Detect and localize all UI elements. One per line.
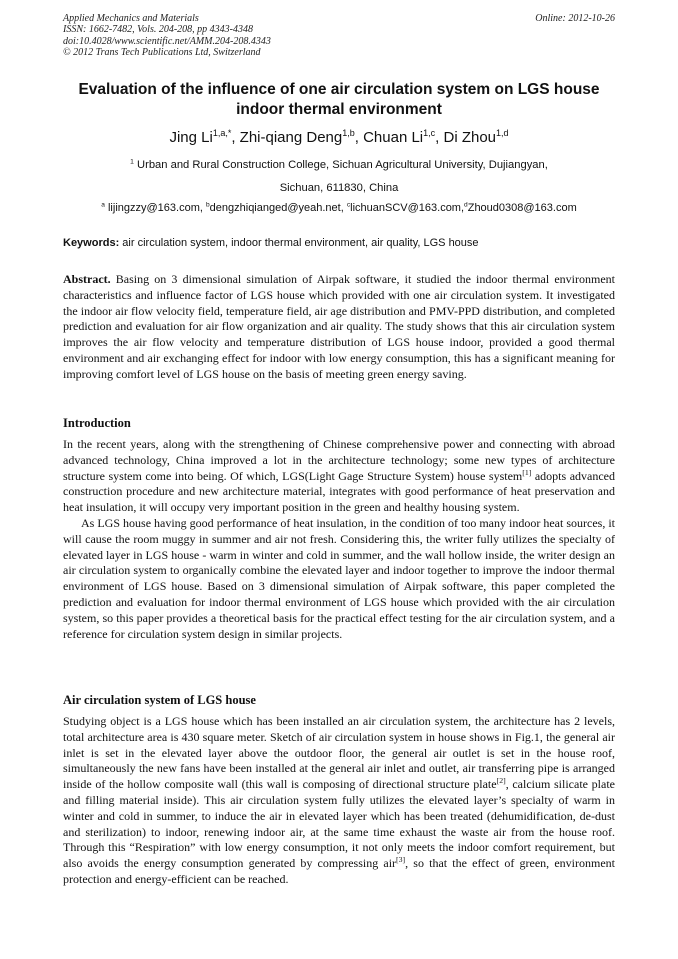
affiliation-line-1: Urban and Rural Construction College, Sichuan Agricultural University, Dujiangyan, — [137, 159, 548, 171]
email-sup: c — [346, 201, 351, 209]
email-sup: a — [101, 201, 105, 209]
keywords-text: air circulation system, indoor thermal environment, air quality, LGS house — [119, 237, 479, 249]
keywords-label: Keywords: — [63, 237, 120, 249]
affiliation-line-2: Sichuan, 611830, China — [279, 182, 399, 194]
citation-ref: [2] — [496, 776, 506, 786]
abstract-label: Abstract. — [63, 272, 111, 286]
email-sup: d — [464, 201, 468, 209]
paragraph — [63, 437, 615, 516]
citation-ref: [1] — [522, 467, 532, 477]
section-heading-introduction: Introduction — [63, 416, 131, 430]
title-line-2: indoor thermal environment — [236, 101, 442, 118]
doi-line: doi:10.4028/www.scientific.net/AMM.204-208.4343 — [63, 35, 271, 47]
author-name: Di Zhou — [443, 129, 497, 146]
email-sup: b — [205, 201, 210, 209]
abstract — [63, 272, 615, 383]
title-line-1: Evaluation of the influence of one air circulation system on LGS house — [78, 81, 600, 98]
copyright-line: © 2012 Trans Tech Publications Ltd, Switzerland — [63, 47, 261, 59]
air-section-body — [63, 714, 615, 888]
section-heading-air-circulation: Air circulation system of LGS house — [63, 693, 256, 707]
citation-ref: [3] — [396, 855, 406, 865]
author-list: Jing $Li^{1,a,*}$, Zhi-qiang Deng$^{1,b}$, Chuan Li$^{1,c}$, Di Zhou$^{1,d}$ — [169, 128, 509, 146]
journal-name: Applied Mechanics and Materials — [63, 13, 199, 24]
paper-title — [63, 80, 615, 120]
paragraph — [63, 714, 615, 888]
online-date: Online: 2012-10-26 — [535, 13, 615, 24]
author-affil-sup: 1,b — [342, 128, 355, 138]
issn-line: ISSN: 1662-7482, Vols. 204-208, pp 4343-4348 — [63, 24, 253, 36]
author-name: Chuan Li — [363, 129, 424, 146]
author-affil-sup: 1,a,* — [212, 128, 232, 138]
paragraph-text: , so that the effect of green, environment protection and energy-efficient can be reached. — [63, 856, 615, 886]
author-name: Zhi-qiang Deng — [239, 129, 343, 146]
paragraph: As LGS house having good performance of heat insulation, in the condition of too many indoor heat sources, it will cause the room muggy in summer and air not fresh. Considering this, the writer fully utilizes the specialty of elevated layer in LGS house - warm in winter and cold in summer, and the wall hollow inside, the writer design an air circulation system to organically combine the elevated layer and indoor together to improve the indoor thermal environment of LGS house. Based on 3 dimensional simulation of Airpak software, this paper completed the prediction and evaluation for indoor thermal environment of LGS house which provided with the air circulation system, so this paper provides a theoretical basis for the practical effect testing for the air circulation system, and a reference for circulation system design in similar projects. — [63, 515, 615, 641]
introduction-body — [63, 437, 615, 642]
paragraph-text: In the recent years, along with the strengthening of Chinese comprehensive power and connecting with abroad advanced technology, China improved a lot in the architecture technology; some new types of architecture structure system come into being. Of which, LGS(Light Gage Structure System) house system — [63, 437, 615, 483]
email-address: Zhoud0308@163.com — [467, 202, 577, 214]
email-address: dengzhiqianged@yeah.net — [209, 202, 341, 214]
paragraph-text: adopts advanced construction procedure and new architecture material, integrates with good performance of heat preservation and heat insulation, it will occupy very important position in the green and healthy housing system. — [63, 468, 615, 515]
author-name: Jing Li — [169, 129, 213, 146]
author-affil-sup: 1,c — [423, 128, 436, 138]
email-address: lijingzzy@163.com — [107, 202, 200, 214]
author-affil-sup: 1,d — [496, 128, 509, 138]
affiliation — [63, 154, 615, 200]
email-list: $^a$ lijingzzy@163.com, $^b$dengzhiqianged@yeah.net, $^c$lichuanSCV@163.com,$^d$Zhoud0308@163.com — [101, 201, 577, 214]
abstract-text: Basing on 3 dimensional simulation of Airpak software, it studied the indoor thermal environment characteristics and influence factor of LGS house which provided with one air circulation system. It investigated the indoor air flow velocity field, temperature field, air age distribution and PMV-PPD distribution, and completed prediction and evaluation for air flow organization and air quality. The study shows that this air circulation system improves the air flow velocity and temperature distribution of LGS house indoor, provided a good thermal environment and air exchanging effect for indoor with low energy consumption, this has a significant meaning for improving comfort level of LGS house on the basis of meeting green energy saving. — [63, 272, 615, 381]
paragraph-text: Studying object is a LGS house which has been installed an air circulation system, the architecture has 2 levels, total architecture area is 430 square meter. Sketch of air circulation system in house shows in Fig.1, the general air inlet is set in the elevated layer above the outdoor floor, the general air outlet is set in the house roof, simultaneously the new fans have been installed at the general air inlet and outlet, air transferring pipe is arranged inside of the hollow composite wall (this wall is composing of directional structure plate — [63, 714, 615, 792]
journal-header — [63, 13, 615, 59]
affiliation-sup: 1 — [130, 158, 134, 166]
keywords — [63, 236, 615, 250]
email-address: lichuanSCV@163.com — [350, 202, 461, 214]
paragraph-text: , calcium silicate plate and filling material inside). This air circulation system fully utilizes the elevated layer’s specialty of warm in winter and cold in summer, to induce the air in elevated layer which has been treated (dehumidification, de-dust and sterilization) to indoor, renewing indoor air, at the same time exhaust the waste air from the house roof. Through this “Respiration” with low energy consumption, it not only meets the indoor comfort requirement, but also avoids the energy consumption generated by compressing air — [63, 777, 615, 871]
